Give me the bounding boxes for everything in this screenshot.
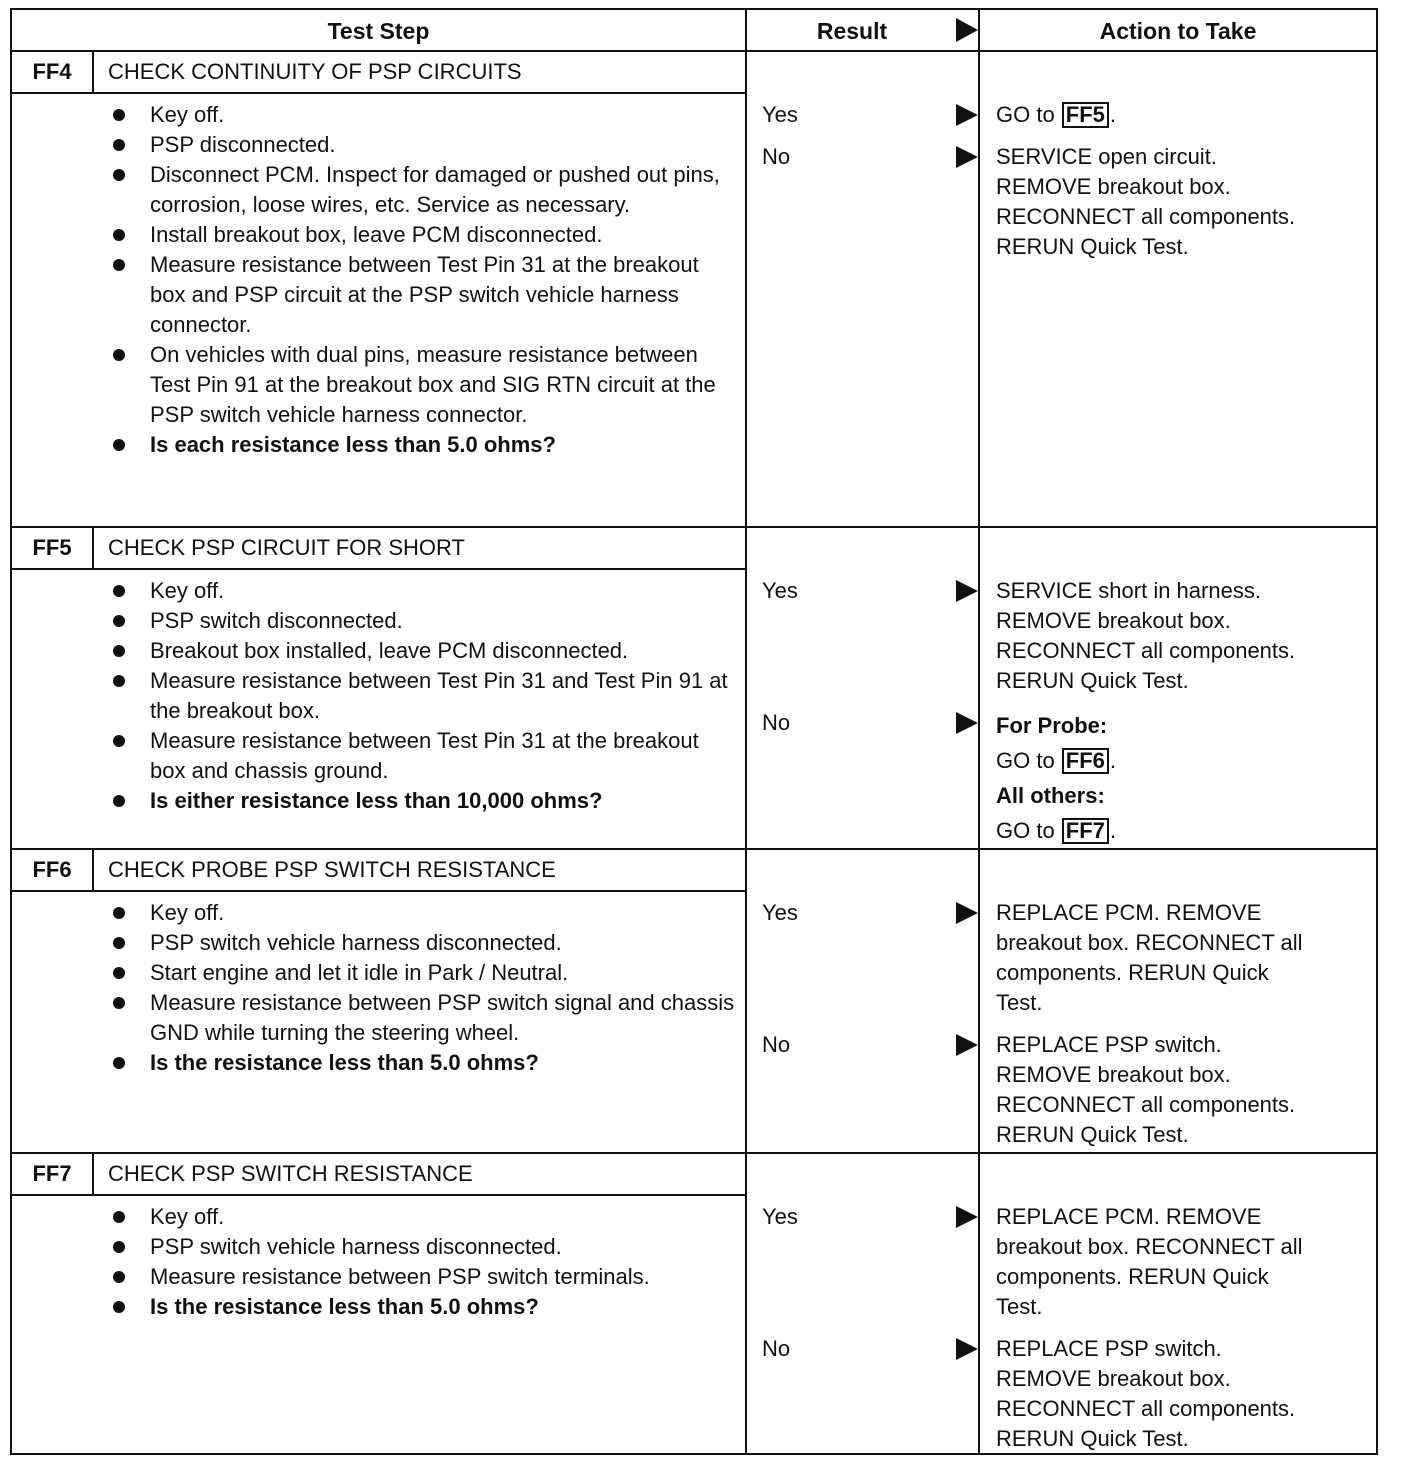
- result-no: No: [762, 1336, 791, 1361]
- arrow-icon: [956, 1338, 978, 1360]
- list-item: Key off.: [108, 576, 738, 606]
- step-list: [108, 1202, 738, 1322]
- result-yes: Yes: [762, 900, 798, 925]
- result-yes: Yes: [762, 578, 798, 603]
- question-item: Is the resistance less than 5.0 ohms?: [108, 1048, 738, 1078]
- action-no: REPLACE PSP switch. REMOVE breakout box. RECONNECT all components. RERUN Quick Test.: [996, 1336, 1296, 1451]
- list-item: PSP disconnected.: [108, 130, 738, 160]
- question-item: Is each resistance less than 5.0 ohms?: [108, 430, 738, 460]
- section-ff6: [12, 850, 1376, 1152]
- step-id: FF6: [12, 850, 94, 890]
- step-id: FF5: [12, 528, 94, 568]
- title-underline: [12, 568, 746, 570]
- step-reference: FF5: [1062, 102, 1109, 128]
- header-result: Result: [816, 17, 888, 44]
- arrow-icon: [956, 146, 978, 168]
- list-item: Measure resistance between Test Pin 31 and Test Pin 91 at the breakout box.: [108, 666, 738, 726]
- list-item: PSP switch vehicle harness disconnected.: [108, 1232, 738, 1262]
- step-list: [108, 576, 738, 816]
- section-ff7: [12, 1154, 1376, 1454]
- action-yes: GO to FF5 .: [996, 102, 1117, 127]
- action-no: For Probe: GO to FF6 . All others: GO to FF7 .: [996, 713, 1117, 843]
- result-no: No: [762, 144, 791, 169]
- list-item: PSP switch disconnected.: [108, 606, 738, 636]
- action-yes: SERVICE short in harness. REMOVE breakout box. RECONNECT all components. RERUN Quick Test.: [996, 578, 1296, 693]
- list-item: Disconnect PCM. Inspect for damaged or pushed out pins, corrosion, loose wires, etc. Service as necessary.: [108, 160, 738, 220]
- header-arrow-icon: [956, 18, 978, 42]
- title-underline: [12, 1194, 746, 1196]
- step-title: CHECK PSP CIRCUIT FOR SHORT: [108, 535, 465, 560]
- list-item: Measure resistance between PSP switch terminals.: [108, 1262, 738, 1292]
- step-list: [108, 898, 738, 1078]
- action-yes: REPLACE PCM. REMOVE breakout box. RECONNECT all components. RERUN Quick Test.: [996, 900, 1303, 1015]
- step-title: CHECK CONTINUITY OF PSP CIRCUITS: [108, 59, 522, 84]
- list-item: On vehicles with dual pins, measure resistance between Test Pin 91 at the breakout box and SIG RTN circuit at the PSP switch vehicle harness connector.: [108, 340, 738, 430]
- arrow-icon: [956, 712, 978, 734]
- list-item: Breakout box installed, leave PCM disconnected.: [108, 636, 738, 666]
- list-item: Key off.: [108, 898, 738, 928]
- arrow-icon: [956, 580, 978, 602]
- action-no: SERVICE open circuit. REMOVE breakout box. RECONNECT all components. RERUN Quick Test.: [996, 144, 1296, 259]
- result-yes: Yes: [762, 1204, 798, 1229]
- section-ff5: [12, 528, 1376, 848]
- list-item: Measure resistance between PSP switch signal and chassis GND while turning the steering wheel.: [108, 988, 738, 1048]
- title-underline: [12, 890, 746, 892]
- step-id: FF7: [12, 1154, 94, 1194]
- question-item: Is either resistance less than 10,000 ohms?: [108, 786, 738, 816]
- step-id: FF4: [12, 52, 94, 92]
- step-title: CHECK PROBE PSP SWITCH RESISTANCE: [108, 857, 556, 882]
- section-ff4: [12, 52, 1376, 526]
- list-item: PSP switch vehicle harness disconnected.: [108, 928, 738, 958]
- result-no: No: [762, 710, 791, 735]
- step-title: CHECK PSP SWITCH RESISTANCE: [108, 1161, 473, 1186]
- arrow-icon: [956, 1206, 978, 1228]
- step-list: [108, 100, 738, 460]
- step-reference: FF6: [1062, 748, 1109, 774]
- action-yes: REPLACE PCM. REMOVE breakout box. RECONNECT all components. RERUN Quick Test.: [996, 1204, 1303, 1319]
- result-no: No: [762, 1032, 791, 1057]
- question-item: Is the resistance less than 5.0 ohms?: [108, 1292, 738, 1322]
- list-item: Measure resistance between Test Pin 31 at the breakout box and PSP circuit at the PSP switch vehicle harness connector.: [108, 250, 738, 340]
- list-item: Start engine and let it idle in Park / Neutral.: [108, 958, 738, 988]
- header-test-step: Test Step: [327, 17, 430, 44]
- arrow-icon: [956, 902, 978, 924]
- arrow-icon: [956, 104, 978, 126]
- list-item: Key off.: [108, 1202, 738, 1232]
- step-reference: FF7: [1062, 818, 1109, 844]
- title-underline: [12, 92, 746, 94]
- action-no: REPLACE PSP switch. REMOVE breakout box. RECONNECT all components. RERUN Quick Test.: [996, 1032, 1296, 1147]
- arrow-icon: [956, 1034, 978, 1056]
- header-action: Action to Take: [1099, 17, 1257, 44]
- list-item: Measure resistance between Test Pin 31 at the breakout box and chassis ground.: [108, 726, 738, 786]
- result-yes: Yes: [762, 102, 798, 127]
- list-item: Key off.: [108, 100, 738, 130]
- diagnostic-table: [10, 8, 1378, 1455]
- list-item: Install breakout box, leave PCM disconnected.: [108, 220, 738, 250]
